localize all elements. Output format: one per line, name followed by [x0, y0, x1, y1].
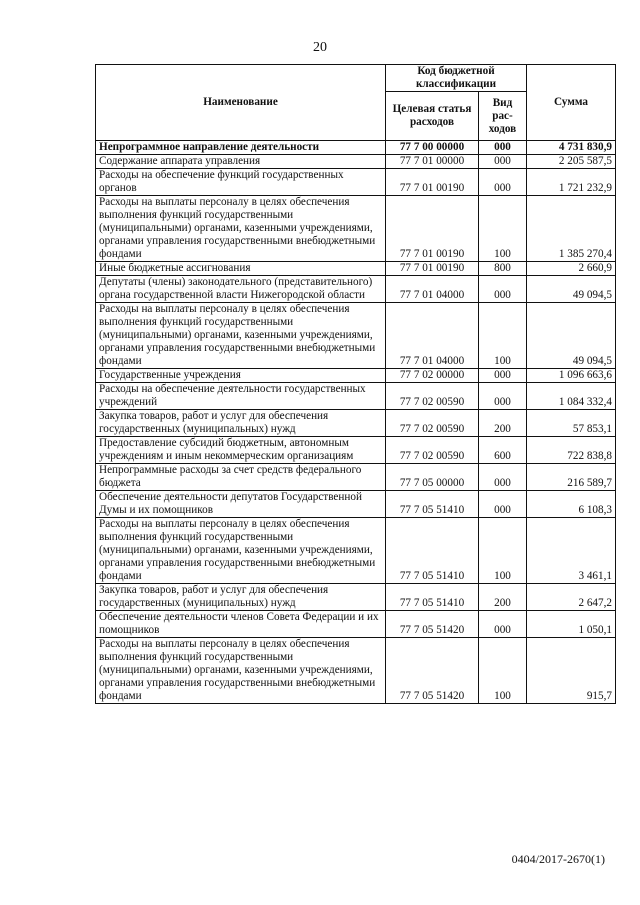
- header-sum: Сумма: [527, 65, 616, 141]
- row-code: 77 7 05 51420: [386, 638, 479, 704]
- row-name: Предоставление субсидий бюджетным, автономным учреждениям и иным некоммерческим организациям: [96, 437, 386, 464]
- row-code: 77 7 05 51410: [386, 584, 479, 611]
- row-kind: 100: [479, 638, 527, 704]
- table-row: [96, 464, 616, 491]
- row-name: Расходы на обеспечение функций государственных органов: [96, 169, 386, 196]
- document-number: 0404/2017-2670(1): [511, 852, 605, 866]
- row-code: 77 7 02 00590: [386, 437, 479, 464]
- table-row: [96, 155, 616, 169]
- row-kind: 000: [479, 141, 527, 155]
- row-kind: 200: [479, 584, 527, 611]
- row-kind: 000: [479, 169, 527, 196]
- row-sum: 2 205 587,5: [527, 155, 616, 169]
- row-name: Расходы на обеспечение деятельности государственных учреждений: [96, 383, 386, 410]
- header-target: Целевая статья расходов: [386, 92, 479, 141]
- row-sum: 1 050,1: [527, 611, 616, 638]
- row-code: 77 7 05 51410: [386, 491, 479, 518]
- table-row: [96, 518, 616, 584]
- row-sum: 49 094,5: [527, 276, 616, 303]
- row-name: Обеспечение деятельности членов Совета Федерации и их помощников: [96, 611, 386, 638]
- row-kind: 000: [479, 611, 527, 638]
- row-name: Государственные учреждения: [96, 369, 386, 383]
- row-name: Содержание аппарата управления: [96, 155, 386, 169]
- row-kind: 800: [479, 262, 527, 276]
- row-kind: 000: [479, 491, 527, 518]
- row-name: Расходы на выплаты персоналу в целях обеспечения выполнения функций государственными (муниципальными) органами, казенными учреждениями, органами управления государственными внебюджетными фондами: [96, 303, 386, 369]
- row-code: 77 7 01 00000: [386, 155, 479, 169]
- header-code-group: Код бюджетной классификации: [386, 65, 527, 92]
- row-kind: 000: [479, 155, 527, 169]
- row-name: Непрограммное направление деятельности: [96, 141, 386, 155]
- row-sum: 57 853,1: [527, 410, 616, 437]
- row-sum: 216 589,7: [527, 464, 616, 491]
- row-kind: 200: [479, 410, 527, 437]
- row-kind: 000: [479, 369, 527, 383]
- row-code: 77 7 02 00590: [386, 410, 479, 437]
- table-row: [96, 141, 616, 155]
- row-sum: 1 385 270,4: [527, 196, 616, 262]
- row-kind: 600: [479, 437, 527, 464]
- table-row: [96, 491, 616, 518]
- row-kind: 100: [479, 196, 527, 262]
- row-sum: 49 094,5: [527, 303, 616, 369]
- table-row: [96, 276, 616, 303]
- row-name: Непрограммные расходы за счет средств федерального бюджета: [96, 464, 386, 491]
- row-sum: 1 721 232,9: [527, 169, 616, 196]
- row-code: 77 7 01 04000: [386, 276, 479, 303]
- table-body: [96, 141, 616, 704]
- table-row: [96, 369, 616, 383]
- row-name: Расходы на выплаты персоналу в целях обеспечения выполнения функций государственными (муниципальными) органами, казенными учреждениями, органами управления государственными внебюджетными фондами: [96, 518, 386, 584]
- table-row: [96, 303, 616, 369]
- header-kind: Вид рас-ходов: [479, 92, 527, 141]
- row-name: Закупка товаров, работ и услуг для обеспечения государственных (муниципальных) нужд: [96, 410, 386, 437]
- budget-table: [95, 64, 616, 704]
- table-row: [96, 383, 616, 410]
- row-sum: 2 647,2: [527, 584, 616, 611]
- row-name: Иные бюджетные ассигнования: [96, 262, 386, 276]
- table-row: [96, 638, 616, 704]
- row-kind: 100: [479, 303, 527, 369]
- row-code: 77 7 01 00190: [386, 262, 479, 276]
- row-sum: 1 096 663,6: [527, 369, 616, 383]
- row-name: Обеспечение деятельности депутатов Государственной Думы и их помощников: [96, 491, 386, 518]
- row-sum: 4 731 830,9: [527, 141, 616, 155]
- row-kind: 000: [479, 464, 527, 491]
- row-code: 77 7 05 51420: [386, 611, 479, 638]
- row-kind: 100: [479, 518, 527, 584]
- table-row: [96, 262, 616, 276]
- table-row: [96, 437, 616, 464]
- row-name: Расходы на выплаты персоналу в целях обеспечения выполнения функций государственными (муниципальными) органами, казенными учреждениями, органами управления государственными внебюджетными фондами: [96, 196, 386, 262]
- row-code: 77 7 05 51410: [386, 518, 479, 584]
- row-sum: 6 108,3: [527, 491, 616, 518]
- row-code: 77 7 00 00000: [386, 141, 479, 155]
- row-name: Депутаты (члены) законодательного (представительного) органа государственной власти Нижегородской области: [96, 276, 386, 303]
- row-kind: 000: [479, 276, 527, 303]
- table-row: [96, 196, 616, 262]
- row-code: 77 7 01 00190: [386, 169, 479, 196]
- row-code: 77 7 01 00190: [386, 196, 479, 262]
- table-row: [96, 611, 616, 638]
- table-row: [96, 584, 616, 611]
- row-sum: 3 461,1: [527, 518, 616, 584]
- row-name: Расходы на выплаты персоналу в целях обеспечения выполнения функций государственными (муниципальными) органами, казенными учреждениями, органами управления государственными внебюджетными фондами: [96, 638, 386, 704]
- header-name: Наименование: [96, 65, 386, 141]
- table-row: [96, 169, 616, 196]
- table-row: [96, 410, 616, 437]
- row-sum: 915,7: [527, 638, 616, 704]
- row-sum: 2 660,9: [527, 262, 616, 276]
- page-number: 20: [313, 40, 327, 55]
- row-name: Закупка товаров, работ и услуг для обеспечения государственных (муниципальных) нужд: [96, 584, 386, 611]
- row-code: 77 7 05 00000: [386, 464, 479, 491]
- row-sum: 722 838,8: [527, 437, 616, 464]
- row-code: 77 7 02 00000: [386, 369, 479, 383]
- header-row: [96, 65, 616, 92]
- row-code: 77 7 01 04000: [386, 303, 479, 369]
- row-kind: 000: [479, 383, 527, 410]
- row-code: 77 7 02 00590: [386, 383, 479, 410]
- row-sum: 1 084 332,4: [527, 383, 616, 410]
